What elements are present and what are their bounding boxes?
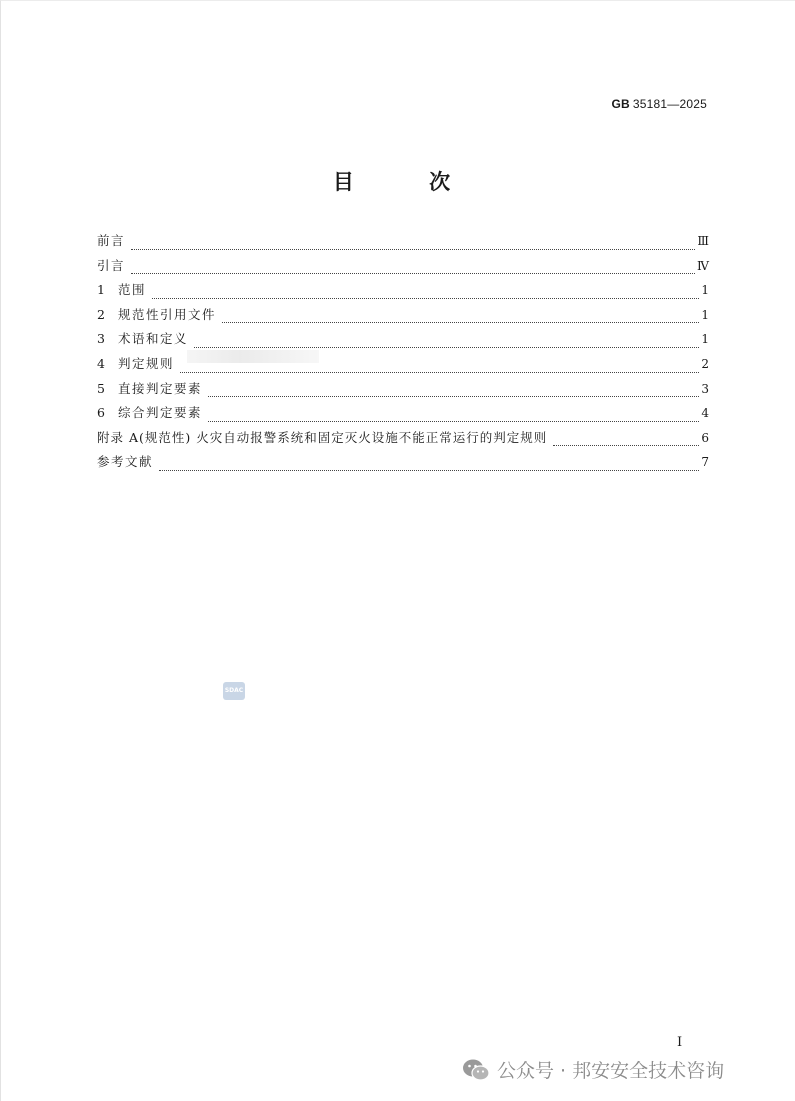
toc-leader-dots: [131, 273, 695, 274]
toc-entry-annex-a[interactable]: [97, 426, 709, 451]
toc-label: 附录 A(规范性) 火灾自动报警系统和固定灭火设施不能正常运行的判定规则: [97, 429, 548, 445]
standard-number: 35181—2025: [632, 97, 707, 111]
toc-entry-terms-definitions[interactable]: [97, 327, 709, 352]
toc-leader-dots: [208, 421, 699, 422]
toc-label: 综合判定要素: [118, 405, 203, 421]
toc-section-number: 6: [97, 405, 105, 421]
toc-leader-dots: [180, 372, 699, 373]
toc-page-number: 1: [701, 283, 709, 298]
toc-page-number: 1: [701, 332, 709, 347]
toc-entry-comprehensive-elements[interactable]: [97, 401, 709, 426]
toc-section-number: 1: [97, 282, 105, 298]
redaction-overlay: [187, 350, 319, 363]
toc-page-number: Ⅲ: [697, 234, 709, 248]
toc-page-number: 4: [701, 406, 709, 421]
toc-label: 规范性引用文件: [118, 306, 217, 322]
toc-page-number: 1: [701, 307, 709, 322]
watermark-text: 公众号 · 邦安安全技术咨询: [497, 1060, 725, 1082]
toc-entry-foreword[interactable]: [97, 229, 709, 254]
toc-entry-direct-elements[interactable]: [97, 377, 709, 402]
toc-leader-dots: [159, 470, 699, 471]
toc-leader-dots: [131, 249, 695, 250]
toc-page-number: 2: [701, 356, 709, 371]
toc-label: 前言: [97, 233, 126, 248]
standard-prefix: GB: [611, 97, 630, 111]
toc-label: 参考文献: [97, 454, 154, 470]
toc-page-number: Ⅳ: [697, 258, 709, 273]
toc-page-number: 6: [701, 430, 709, 445]
toc-entry-bibliography[interactable]: [97, 450, 709, 475]
toc-leader-dots: [208, 396, 699, 397]
toc-entry-normative-references[interactable]: [97, 303, 709, 328]
toc-section-number: 4: [97, 355, 105, 371]
toc-page-number: 7: [701, 455, 709, 470]
standard-code: [612, 97, 707, 111]
toc-page-number: 3: [701, 381, 709, 396]
toc-entry-introduction[interactable]: [97, 254, 709, 279]
toc-leader-dots: [553, 445, 699, 446]
toc-label: 直接判定要素: [118, 380, 203, 396]
toc-section-number: 3: [97, 331, 105, 347]
toc-leader-dots: [194, 347, 699, 348]
toc-label: 术语和定义: [118, 331, 189, 347]
wechat-icon: [461, 1057, 491, 1083]
toc-label: 判定规则: [118, 355, 175, 371]
toc-leader-dots: [222, 322, 699, 323]
toc-leader-dots: [152, 298, 699, 299]
toc-section-number: 2: [97, 306, 105, 322]
toc-title: 目 次: [332, 170, 485, 194]
watermark: [461, 1056, 724, 1083]
toc-label: 范围: [118, 282, 147, 298]
stamp-logo: SDAC: [223, 682, 245, 700]
toc-entry-scope[interactable]: [97, 278, 709, 303]
toc-section-number: 5: [97, 380, 105, 396]
toc-label: 引言: [97, 257, 126, 273]
page-number: I: [677, 1035, 683, 1050]
